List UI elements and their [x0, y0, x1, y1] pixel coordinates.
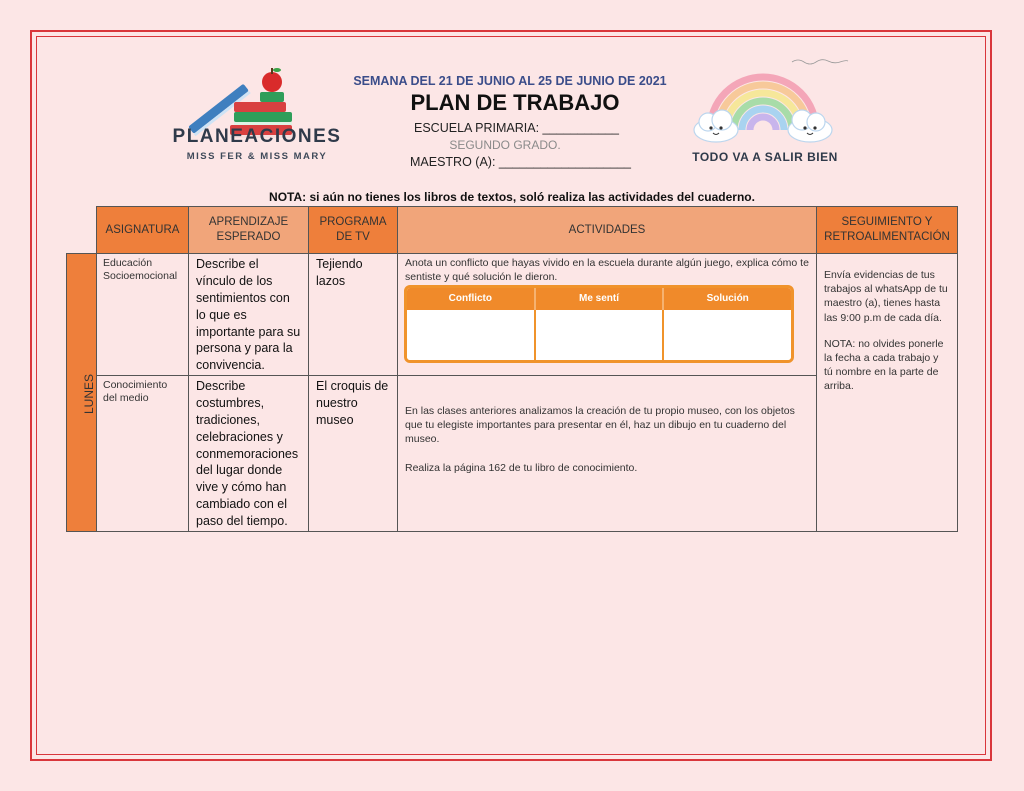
- conflict-col-me-senti: Me sentí: [536, 288, 665, 310]
- signature-scribble-icon: [790, 56, 850, 66]
- brand-title: PLANEACIONES: [172, 126, 342, 147]
- conflict-table: [404, 285, 794, 363]
- followup-text-2: NOTA: no olvides ponerle la fecha a cada trabajo y tú nombre en la parte de arriba.: [824, 337, 944, 393]
- header-program: PROGRAMA DE TV: [308, 206, 398, 254]
- page-title: PLAN DE TRABAJO: [410, 90, 620, 115]
- conflict-cell-2: [536, 310, 665, 360]
- header-activities: ACTIVIDADES: [397, 206, 817, 254]
- day-label: LUNES: [82, 373, 96, 414]
- row2-program: El croquis de nuestro museo: [308, 375, 398, 532]
- conflict-cell-3: [664, 310, 791, 360]
- conflict-col-conflicto: Conflicto: [407, 288, 536, 310]
- header-learning: APRENDIZAJE ESPERADO: [188, 206, 309, 254]
- note-text: NOTA: si aún no tienes los libros de textos, soló realiza las actividades del cuaderno.: [269, 190, 755, 204]
- brand-subtitle: MISS FER & MISS MARY: [186, 151, 328, 162]
- followup-text-1: Envía evidencias de tus trabajos al whatsApp de tu maestro (a), tienes hasta las 9:00 p.m de cada día.: [824, 269, 948, 324]
- header-subject: ASIGNATURA: [96, 206, 189, 254]
- row2-activity-2: Realiza la página 162 de tu libro de conocimiento.: [405, 461, 638, 474]
- week-range: SEMANA DEL 21 DE JUNIO AL 25 DE JUNIO DE 2021: [353, 74, 667, 88]
- motto-text: TODO VA A SALIR BIEN: [692, 150, 838, 164]
- grade-label: SEGUNDO GRADO.: [449, 138, 561, 152]
- rainbow-clouds-icon: [688, 58, 838, 150]
- row1-subject: Educación Socioemocional: [96, 253, 189, 376]
- row2-learning: Describe costumbres, tradiciones, celebraciones y conmemoraciones del lugar donde vive y cómo han cambiado con el paso del tiempo.: [188, 375, 309, 532]
- row1-learning: Describe el vínculo de los sentimientos con lo que es importante para su persona y para la convivencia.: [188, 253, 309, 376]
- teacher-field: MAESTRO (A): ___________________: [410, 155, 631, 169]
- row1-program: Tejiendo lazos: [308, 253, 398, 376]
- school-field: ESCUELA PRIMARIA: ___________: [414, 121, 619, 135]
- conflict-cell-1: [407, 310, 536, 360]
- row2-subject: Conocimiento del medio: [96, 375, 189, 532]
- row2-activity-1: En las clases anteriores analizamos la creación de tu propio museo, con los objetos que tu elegiste importantes para presentar en él, haz un dibujo en tu cuaderno del museo.: [405, 405, 795, 446]
- header-followup: SEGUIMIENTO Y RETROALIMENTACIÓN: [816, 206, 958, 254]
- row1-activity: Anota un conflicto que hayas vivido en la escuela durante algún juego, explica cómo te sentiste y qué solución le dieron.: [405, 257, 809, 284]
- row2-activity-cell: [397, 375, 817, 532]
- followup-cell: [816, 253, 958, 532]
- conflict-col-solucion: Solución: [706, 293, 749, 304]
